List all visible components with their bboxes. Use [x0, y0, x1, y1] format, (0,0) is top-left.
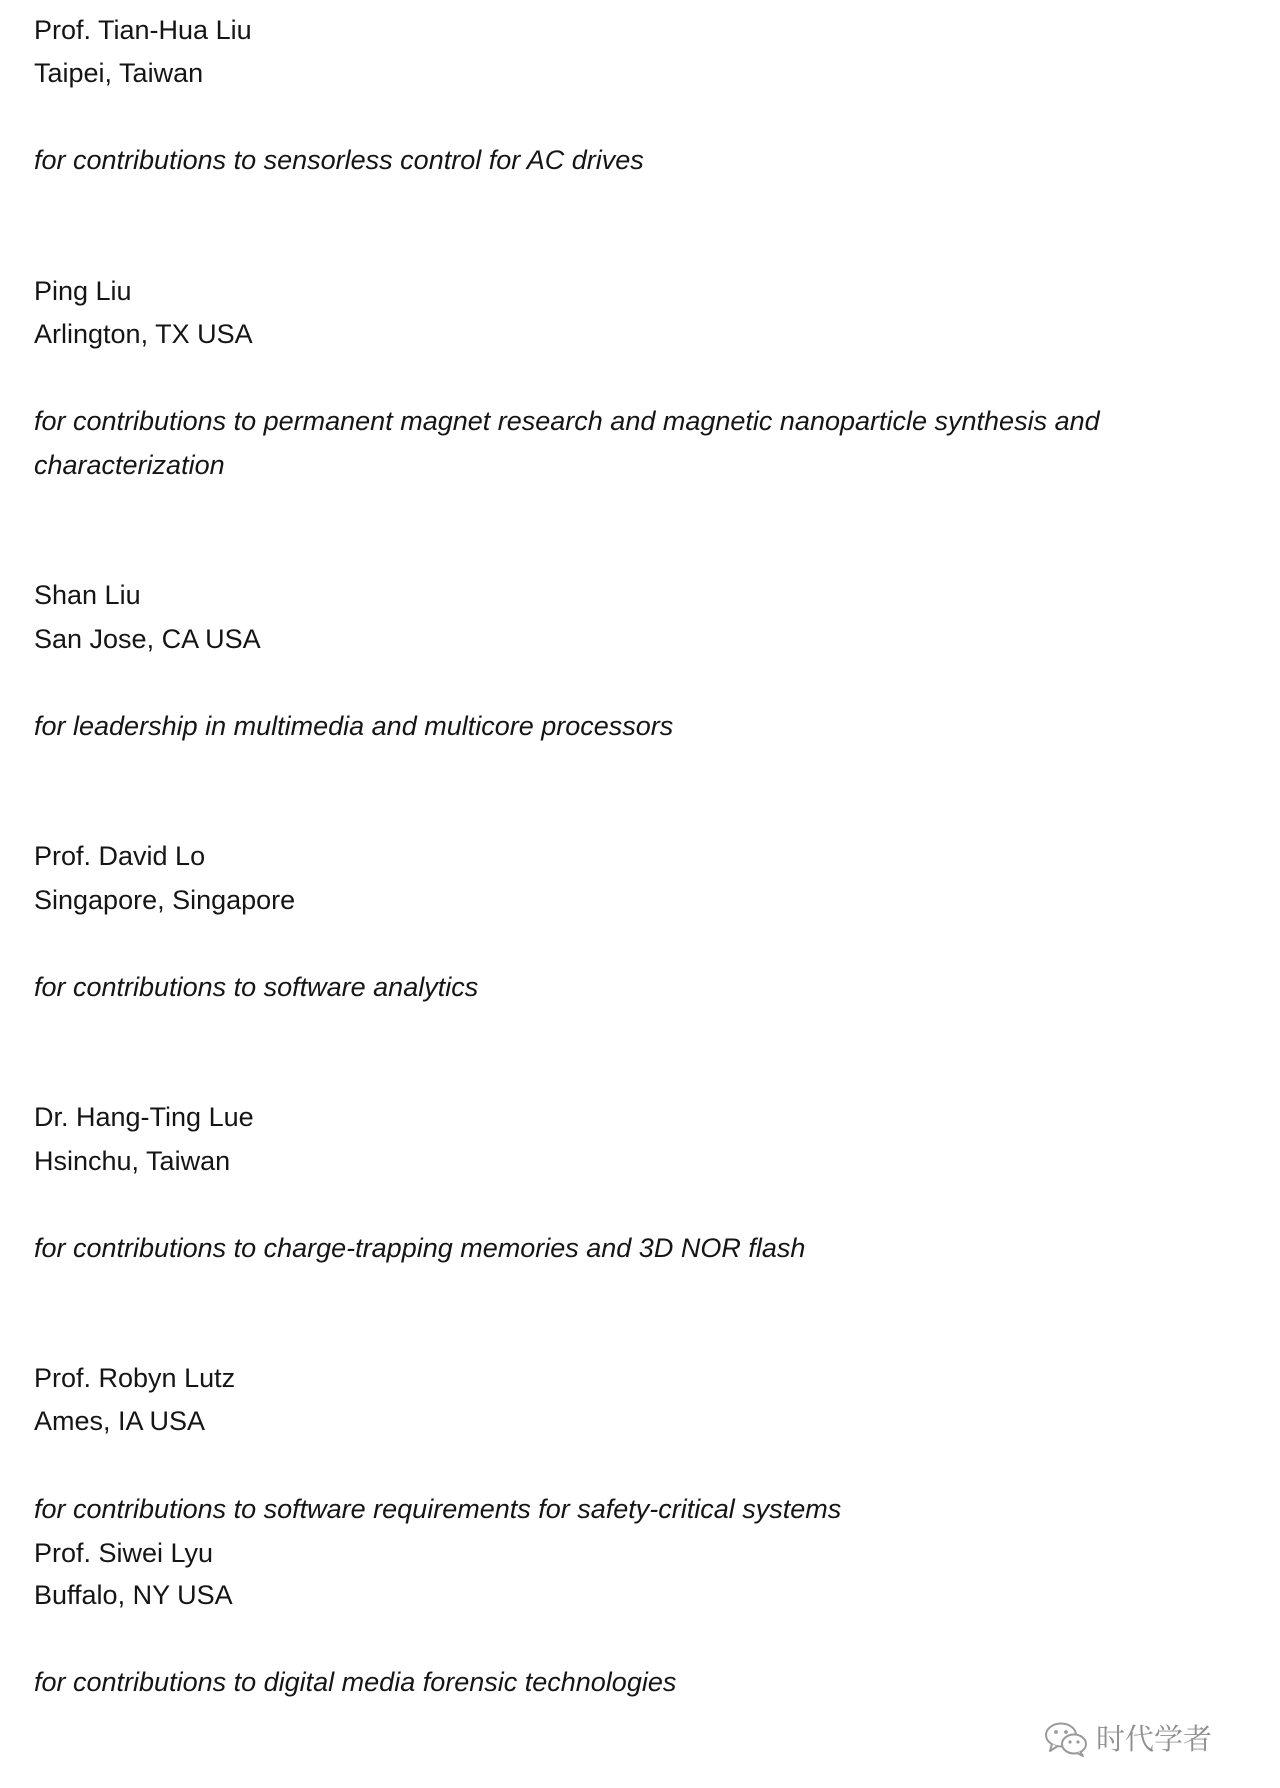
fellow-name: Prof. Tian-Hua Liu: [34, 15, 252, 45]
fellow-citation: for leadership in multimedia and multicore processors: [34, 711, 674, 741]
fellow-location: Hsinchu, Taiwan: [34, 1146, 231, 1176]
fellow-location: Buffalo, NY USA: [34, 1580, 233, 1610]
fellow-location: San Jose, CA USA: [34, 624, 261, 654]
fellow-citation: for contributions to software analytics: [34, 972, 479, 1002]
fellow-name: Prof. Robyn Lutz: [34, 1363, 236, 1393]
fellow-name: Shan Liu: [34, 580, 141, 610]
watermark: [1044, 1718, 1212, 1760]
fellow-location: Taipei, Taiwan: [34, 58, 204, 88]
fellow-location: Arlington, TX USA: [34, 319, 253, 349]
fellow-citation: for contributions to software requirements for safety-critical systems: [34, 1494, 842, 1524]
fellow-location: Singapore, Singapore: [34, 885, 296, 915]
fellow-citation: for contributions to charge-trapping memories and 3D NOR flash: [34, 1233, 806, 1263]
wechat-icon: [1044, 1721, 1088, 1757]
fellow-name: Dr. Hang-Ting Lue: [34, 1102, 254, 1132]
fellow-name: Prof. David Lo: [34, 841, 206, 871]
fellow-citation: for contributions to sensorless control for AC drives: [34, 145, 644, 175]
fellow-citation-continued: characterization: [34, 450, 225, 480]
fellow-citation: for contributions to digital media forensic technologies: [34, 1667, 677, 1697]
fellow-name: Ping Liu: [34, 276, 132, 306]
fellow-name: Prof. Siwei Lyu: [34, 1538, 214, 1568]
watermark-text: 时代学者: [1096, 1722, 1213, 1756]
fellow-citation: for contributions to permanent magnet research and magnetic nanoparticle synthesis and: [34, 406, 1100, 436]
fellow-location: Ames, IA USA: [34, 1406, 206, 1436]
